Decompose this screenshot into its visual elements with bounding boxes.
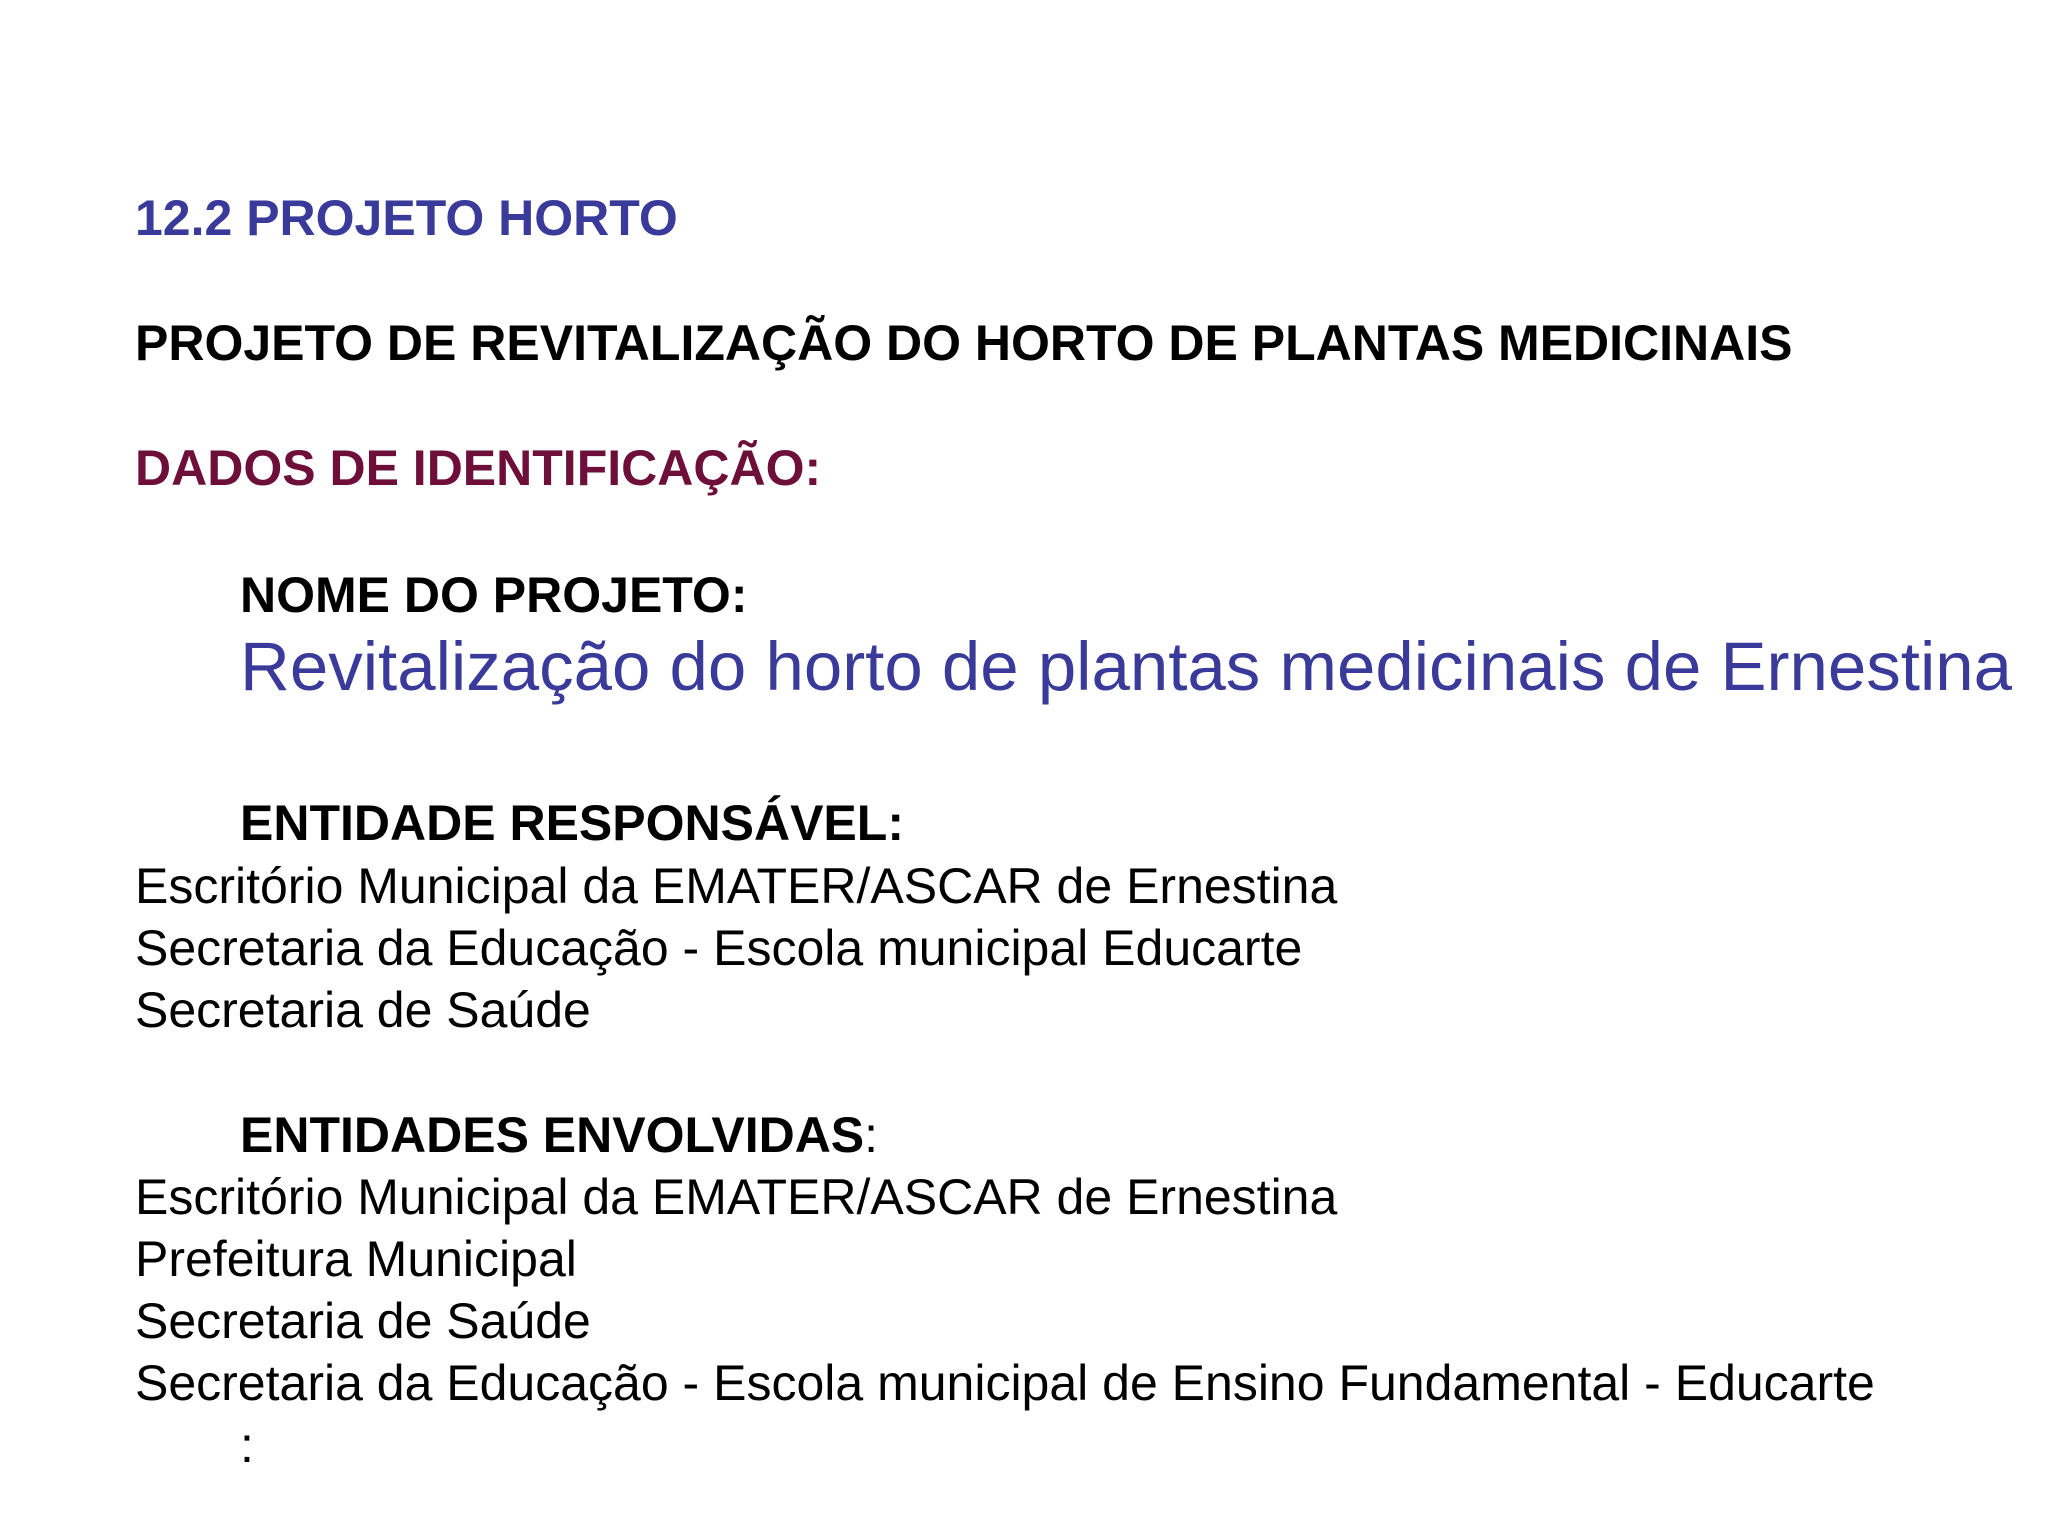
involved-entities-label-colon: :	[864, 1107, 879, 1163]
project-name-label: NOME DO PROJETO:	[240, 567, 748, 623]
involved-entity-item: Escritório Municipal da EMATER/ASCAR de Ernestina	[135, 1169, 1338, 1225]
project-name-value: Revitalização do horto de plantas medicinais de Ernestina	[240, 628, 2013, 705]
involved-entities-label-line	[240, 1107, 879, 1163]
section-number-heading: 12.2 PROJETO HORTO	[135, 190, 678, 246]
responsible-entity-label: ENTIDADE RESPONSÁVEL:	[240, 795, 904, 851]
responsible-entity-item: Secretaria da Educação - Escola municipal Educarte	[135, 920, 1303, 976]
involved-entity-item: Prefeitura Municipal	[135, 1231, 577, 1287]
responsible-entity-item: Secretaria de Saúde	[135, 982, 591, 1038]
involved-entity-item: Secretaria da Educação - Escola municipal de Ensino Fundamental - Educarte	[135, 1355, 1875, 1411]
identification-heading: DADOS DE IDENTIFICAÇÃO:	[135, 440, 822, 496]
involved-entity-item: Secretaria de Saúde	[135, 1293, 591, 1349]
involved-entities-label: ENTIDADES ENVOLVIDAS	[240, 1107, 865, 1163]
trailing-colon: :	[240, 1417, 254, 1473]
project-title: PROJETO DE REVITALIZAÇÃO DO HORTO DE PLANTAS MEDICINAIS	[135, 315, 1793, 371]
responsible-entity-item: Escritório Municipal da EMATER/ASCAR de Ernestina	[135, 858, 1338, 914]
